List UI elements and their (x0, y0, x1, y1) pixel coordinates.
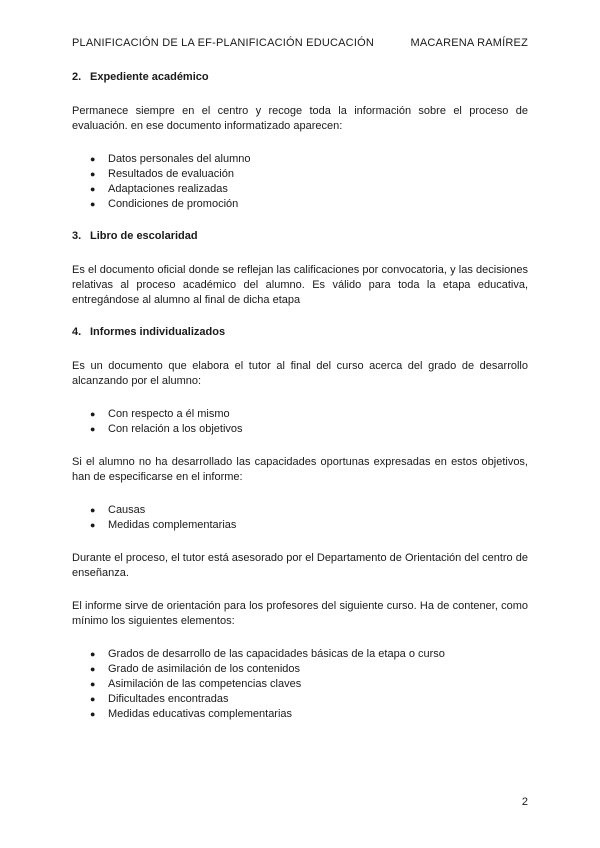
bullet-list (72, 152, 528, 212)
page-number: 2 (521, 796, 528, 808)
bullet-list (72, 503, 528, 533)
list-item: ● Medidas complementarias (90, 519, 237, 531)
section-heading-3 (72, 230, 528, 242)
section-heading-4 (72, 326, 528, 338)
bullet-icon: ● (90, 154, 96, 164)
bullet-icon: ● (90, 520, 96, 530)
section-title: Libro de escolaridad (90, 230, 198, 242)
bullet-icon: ● (90, 649, 96, 659)
header-title: PLANIFICACIÓN DE LA EF-PLANIFICACIÓN EDUCACIÓN (72, 37, 374, 49)
bullet-icon: ● (90, 694, 96, 704)
section-number: 2. (72, 71, 82, 83)
paragraph: Si el alumno no ha desarrollado las capacidades oportunas expresadas en estos objetivos, han de especificarse en el informe: (72, 456, 528, 483)
bullet-icon: ● (90, 679, 96, 689)
list-item: ● Grados de desarrollo de las capacidades básicas de la etapa o curso (90, 648, 445, 660)
list-item: ● Resultados de evaluación (90, 168, 234, 180)
list-item: ● Grado de asimilación de los contenidos (90, 663, 301, 675)
list-item: ● Datos personales del alumno (90, 153, 251, 165)
section-number: 3. (72, 230, 82, 242)
list-item: ● Condiciones de promoción (90, 198, 239, 210)
bullet-icon: ● (90, 505, 96, 515)
bullet-icon: ● (90, 199, 96, 209)
paragraph: El informe sirve de orientación para los profesores del siguiente curso. Ha de contener, como mínimo los siguientes elementos: (72, 600, 528, 627)
document-body (72, 71, 528, 722)
section-heading-2 (72, 71, 528, 83)
section-title: Expediente académico (90, 71, 209, 83)
bullet-icon: ● (90, 184, 96, 194)
list-item: ● Causas (90, 504, 146, 516)
header-author: MACARENA RAMÍREZ (410, 37, 528, 49)
list-item: ● Con respecto a él mismo (90, 408, 230, 420)
paragraph: Durante el proceso, el tutor está asesorado por el Departamento de Orientación del centro de enseñanza. (72, 552, 528, 579)
list-item: ● Con relación a los objetivos (90, 423, 243, 435)
section-title: Informes individualizados (90, 326, 226, 338)
list-item: ● Dificultades encontradas (90, 693, 229, 705)
bullet-icon: ● (90, 169, 96, 179)
list-item: ● Adaptaciones realizadas (90, 183, 228, 195)
list-item: ● Asimilación de las competencias claves (90, 678, 302, 690)
section-number: 4. (72, 326, 82, 338)
bullet-icon: ● (90, 424, 96, 434)
paragraph: Permanece siempre en el centro y recoge toda la información sobre el proceso de evaluación. en ese documento informatizado aparecen: (72, 105, 528, 132)
bullet-icon: ● (90, 409, 96, 419)
list-item: ● Medidas educativas complementarias (90, 708, 293, 720)
paragraph: Es el documento oficial donde se reflejan las calificaciones por convocatoria, y las decisiones relativas al proceso académico del alumno. Es válido para toda la etapa educativa, entregándose al alumno al final de dicha etapa (72, 264, 528, 306)
bullet-list (72, 647, 528, 722)
bullet-icon: ● (90, 664, 96, 674)
bullet-icon: ● (90, 709, 96, 719)
bullet-list (72, 407, 528, 437)
paragraph: Es un documento que elabora el tutor al final del curso acerca del grado de desarrollo alcanzando por el alumno: (72, 360, 528, 387)
